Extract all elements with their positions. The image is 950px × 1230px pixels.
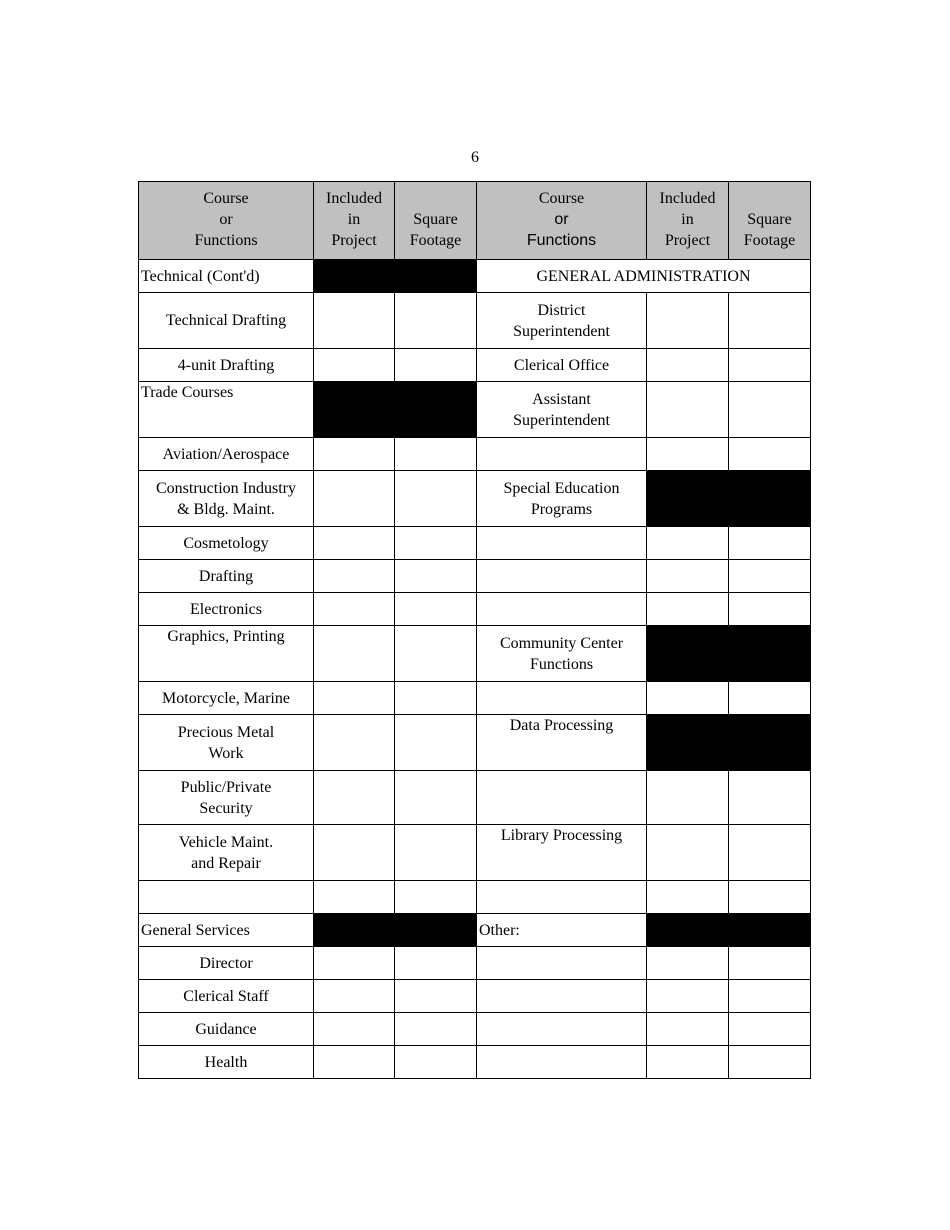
- course-electronics: Electronics: [139, 593, 314, 626]
- function-clerical-staff: Clerical Staff: [139, 980, 314, 1013]
- section-general-administration: GENERAL ADMINISTRATION: [477, 260, 811, 293]
- table-row: [139, 715, 811, 771]
- header-square-left: Square Footage: [395, 182, 477, 260]
- table-row: [139, 349, 811, 382]
- table-row: [139, 881, 811, 914]
- function-district-superintendent: District Superintendent: [477, 293, 647, 349]
- table-row: [139, 825, 811, 881]
- section-special-education: Special Education Programs: [477, 471, 647, 527]
- table-row: [139, 293, 811, 349]
- table-row: [139, 771, 811, 825]
- course-precious-metal-work: Precious Metal Work: [139, 715, 314, 771]
- header-included-right: Included in Project: [647, 182, 729, 260]
- section-general-services: General Services: [139, 914, 314, 947]
- function-director: Director: [139, 947, 314, 980]
- section-data-processing: Data Processing: [477, 715, 647, 771]
- header-included-left: Included in Project: [314, 182, 395, 260]
- table-row: [139, 438, 811, 471]
- function-clerical-office: Clerical Office: [477, 349, 647, 382]
- header-course-left: Course or Functions: [139, 182, 314, 260]
- table-row: [139, 1013, 811, 1046]
- section-library-processing: Library Processing: [477, 825, 647, 881]
- page-number: 6: [471, 149, 479, 166]
- header-square-right: Square Footage: [729, 182, 811, 260]
- course-construction-industry: Construction Industry & Bldg. Maint.: [139, 471, 314, 527]
- table-row: [139, 1046, 811, 1079]
- section-community-center: Community Center Functions: [477, 626, 647, 682]
- table-row: [139, 471, 811, 527]
- course-aviation-aerospace: Aviation/Aerospace: [139, 438, 314, 471]
- table-row: [139, 560, 811, 593]
- table-row: [139, 382, 811, 438]
- table-row: [139, 914, 811, 947]
- table-row: [139, 626, 811, 682]
- function-guidance: Guidance: [139, 1013, 314, 1046]
- course-public-private-security: Public/Private Security: [139, 771, 314, 825]
- table-row: [139, 980, 811, 1013]
- header-row: [139, 182, 811, 260]
- section-other: Other:: [477, 914, 647, 947]
- table-row: [139, 527, 811, 560]
- function-health: Health: [139, 1046, 314, 1079]
- header-course-right: Course or Functions: [477, 182, 647, 260]
- table-row: [139, 947, 811, 980]
- section-technical-contd: Technical (Cont'd): [139, 260, 314, 293]
- course-4-unit-drafting: 4-unit Drafting: [139, 349, 314, 382]
- course-motorcycle-marine: Motorcycle, Marine: [139, 682, 314, 715]
- course-cosmetology: Cosmetology: [139, 527, 314, 560]
- course-drafting: Drafting: [139, 560, 314, 593]
- course-vehicle-maint-repair: Vehicle Maint. and Repair: [139, 825, 314, 881]
- facilities-table: [138, 181, 811, 1079]
- table-row: [139, 682, 811, 715]
- function-assistant-superintendent: Assistant Superintendent: [477, 382, 647, 438]
- course-technical-drafting: Technical Drafting: [139, 293, 314, 349]
- table-row: [139, 593, 811, 626]
- course-graphics-printing: Graphics, Printing: [139, 626, 314, 682]
- section-trade-courses: Trade Courses: [139, 382, 314, 438]
- table-row: [139, 260, 811, 293]
